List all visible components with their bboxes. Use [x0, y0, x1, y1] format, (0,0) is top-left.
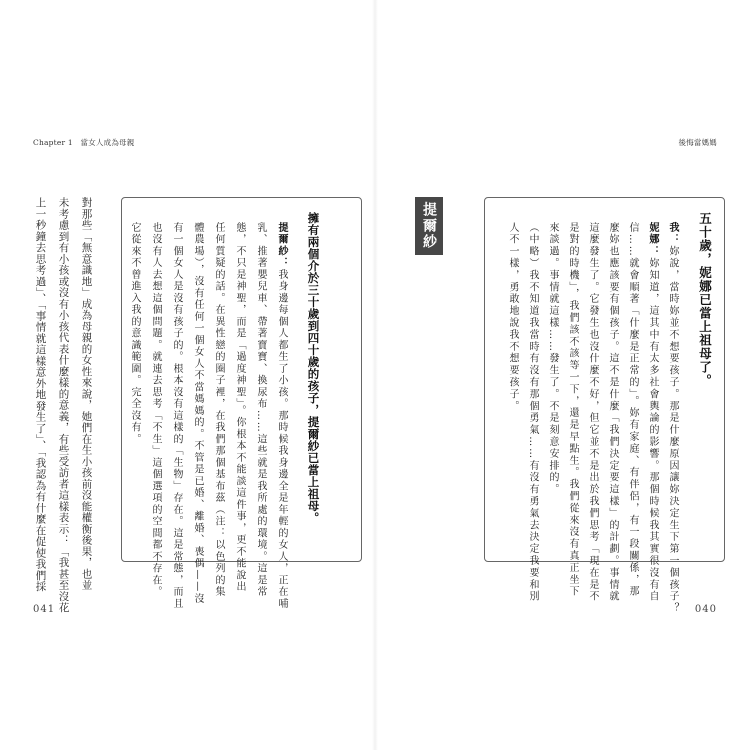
- speaker-label: 我：: [667, 222, 678, 246]
- text-column: 是對的時機」，我們該不該等一下，還是早點生。我們從來沒有真正坐下: [567, 222, 578, 598]
- text-column: 信……就會順著「什麼是正常的」。妳有家庭、有伴侶，有一段關係，那: [627, 222, 638, 598]
- text-column: 態，不只是神聖，而是「過度神聖」。你根本不能談這件事，更不能說出: [234, 222, 245, 593]
- text-column: 提爾紗：我身邊每個人都生了小孩。那時候我身邊全是年輕的女人，正在哺: [276, 222, 287, 610]
- text-column: 上一秒鐘去思考過」、「事情就這樣意外地發生了」、「我認為有什麼在促使我們採: [34, 197, 47, 593]
- text-column: 麼妳也應該要有個孩子。這不是什麼「我們決定要這樣」的計劃。事情就: [607, 222, 618, 603]
- page-number-right: 040: [694, 604, 717, 615]
- text-column: 對那些「無意識地」成為母親的女性來說，她們在生小孩前沒能權衡後果，也並: [80, 197, 93, 591]
- book-gutter: [372, 0, 378, 750]
- text-column: 體農場），沒有任何一個女人不當媽媽的。不管是已婚、離婚、喪偶——沒: [192, 222, 203, 605]
- text-column: （中略）我不知道我當時有沒有那個勇氣……有沒有勇氣去決定我要和別: [527, 222, 538, 603]
- text-column: 它從來不曾進入我的意識範圍。完全沒有。: [129, 222, 140, 446]
- section-tag-tirza: [415, 197, 443, 255]
- text-column: 妮娜：妳知道，這其中有太多社會輿論的影響。那個時候我其實很沒有自: [647, 222, 658, 603]
- text-column: 有一個女人是沒有孩子的。根本沒有這樣的「生物」存在。這是常態，而且: [171, 222, 182, 610]
- page-number-left: 041: [33, 604, 56, 615]
- text-column: 來談過。事情就這樣……發生了。不是刻意安排的。: [547, 222, 558, 496]
- running-header-left: Chapter 1 當女人成為母親: [33, 138, 135, 147]
- running-header-right: 後悔當媽媽: [678, 138, 717, 147]
- tirza-title: 擁有兩個介於三十歲到四十歲的孩子，提爾紗已當上祖母。: [306, 212, 321, 524]
- text-column: 任何質疑的話。在異性戀的圈子裡，在我們那個基布茲（注：以色列的集: [213, 222, 224, 598]
- text-column: 人不一樣，勇敢地說我不想要孩子。: [507, 222, 518, 413]
- text-column: 也沒有人去想這個問題。就連去思考「不生」這個選項的空間都不存在。: [150, 222, 161, 598]
- speaker-label: 提爾紗：: [276, 222, 287, 269]
- section-tag-label: 提爾紗: [421, 202, 437, 250]
- right-page-box: [484, 197, 725, 562]
- right-page-title: 五十歲，妮娜已當上祖母了。: [697, 212, 713, 388]
- text-column: 我：妳說，當時妳並不想要孩子。那是什麼原因讓妳決定生下第一個孩子？: [667, 222, 678, 615]
- speaker-label: 妮娜：: [647, 222, 658, 258]
- text-column: 乳、推著嬰兒車、帶著寶寶、換尿布……這些就是我所處的環境。這是常: [255, 222, 266, 598]
- text-column: 未考慮到有小孩或沒有小孩代表什麼樣的意義，有些受訪者這樣表示：「我甚至沒花: [57, 197, 70, 614]
- text-column: 這麼發生了。它發生也沒什麼不好，但它並不是出於我們思考「現在是不: [587, 222, 598, 603]
